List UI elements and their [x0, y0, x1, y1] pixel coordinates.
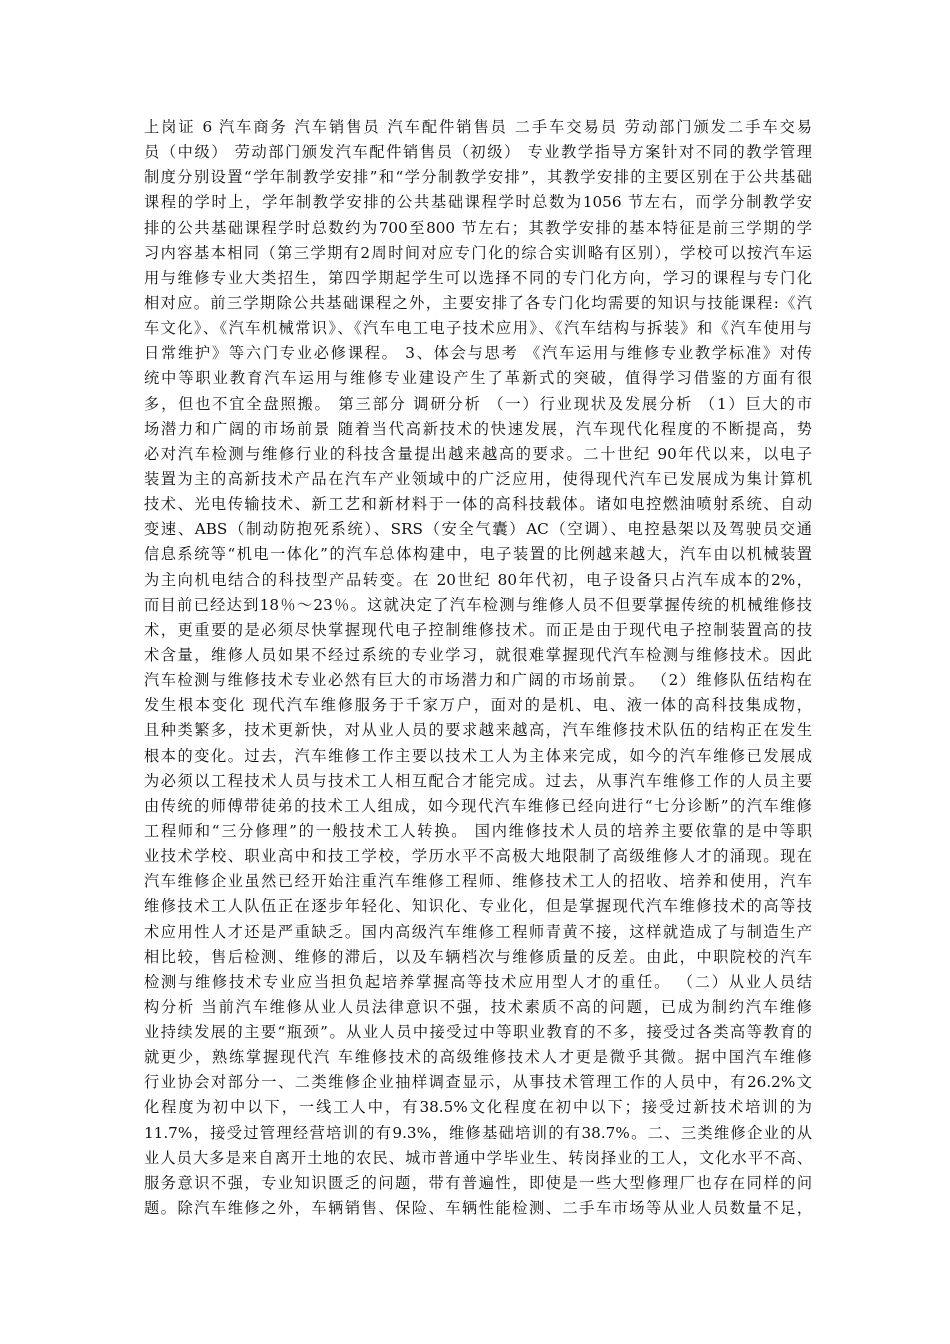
text-line: 术含量，维修人员如果不经过系统的专业学习，就很难掌握现代汽车检测与维修技术。因此	[144, 645, 812, 664]
text-line: 维修技术工人队伍正在逐步年轻化、知识化、专业化，但是掌握现代汽车维修技术的高等技	[144, 897, 812, 916]
text-line: 术应用性人才还是严重缺乏。国内高级汽车维修工程师青黄不接，这样就造成了与制造生产	[144, 922, 812, 941]
text-line: 场潜力和广阔的市场前景 随着当代高新技术的快速发展，汽车现代化程度的不断提高，势	[144, 419, 812, 438]
text-line: 根本的变化。过去，汽车维修工作主要以技术工人为主体来完成，如今的汽车维修已发展成	[144, 746, 812, 765]
text-line: 术，更重要的是必须尽快掌握现代电子控制维修技术。而正是由于现代电子控制装置高的技	[144, 620, 812, 639]
text-line: 由传统的师傅带徒弟的技术工人组成，如今现代汽车维修已经向进行“七分诊断”的汽车维修	[144, 796, 812, 815]
text-line: 汽车检测与维修技术专业必然有巨大的市场潜力和广阔的市场前景。 （2）维修队伍结构在	[144, 671, 812, 690]
text-line: 化程度为初中以下，一线工人中，有38.5%文化程度在初中以下；接受过新技术培训的为	[144, 1098, 812, 1117]
text-line: 习内容基本相同（第三学期有2周时间对应专门化的综合实训略有区别），学校可以按汽车运	[144, 243, 812, 262]
text-line: 日常维护》等六门专业必修课程。 3、体会与思考 《汽车运用与维修专业教学标准》对传	[144, 344, 812, 363]
text-line: 业持续发展的主要“瓶颈”。从业人员中接受过中等职业教育的不多，接受过各类高等教育的	[144, 1023, 812, 1042]
text-line: 发生根本变化 现代汽车维修服务于千家万户，面对的是机、电、液一体的高科技集成物，	[144, 696, 812, 715]
text-line: 信息系统等“机电一体化”的汽车总体构建中，电子装置的比例越来越大，汽车由以机械装置	[144, 545, 812, 564]
text-line: 就更少，熟练掌握现代汽 车维修技术的高级维修技术人才更是微乎其微。据中国汽车维修	[144, 1048, 812, 1067]
text-line: 为必须以工程技术人员与技术工人相互配合才能完成。过去，从事汽车维修工作的人员主要	[144, 771, 812, 790]
text-line: 11.7%，接受过管理经营培训的有9.3%，维修基础培训的有38.7%。二、三类维修企业的从	[144, 1123, 812, 1142]
text-line: 多，但也不宜全盘照搬。 第三部分 调研分析 （一）行业现状及发展分析 （1）巨大的市	[144, 394, 812, 413]
text-line: 员（中级） 劳动部门颁发汽车配件销售员（初级） 专业教学指导方案针对不同的教学管理	[144, 143, 812, 162]
text-line: 检测与维修技术专业应当担负起培养掌握高等技术应用型人才的重任。 （二）从业人员结	[144, 972, 812, 991]
text-line: 相对应。前三学期除公共基础课程之外，主要安排了各专门化均需要的知识与技能课程:《汽	[144, 293, 812, 312]
text-line: 用与维修专业大类招生，第四学期起学生可以选择不同的专门化方向，学习的课程与专门化	[144, 268, 812, 287]
text-line: 业技术学校、职业高中和技工学校，学历水平不高极大地限制了高级维修人才的涌现。现在	[144, 847, 812, 866]
text-line: 而目前已经达到18％～23％。这就决定了汽车检测与维修人员不但要掌握传统的机械维修技	[144, 595, 812, 614]
text-line: 必对汽车检测与维修行业的科技含量提出越来越高的要求。二十世纪 90年代以来，以电子	[144, 444, 812, 463]
text-line: 汽车维修企业虽然已经开始注重汽车维修工程师、维修技术工人的招收、培养和使用，汽车	[144, 872, 812, 891]
text-line: 业人员大多是来自离开土地的农民、城市普通中学毕业生、转岗择业的工人，文化水平不高、	[144, 1148, 812, 1167]
text-line: 车文化》、《汽车机械常识》、《汽车电工电子技术应用》、《汽车结构与拆装》和《汽车使用与	[144, 319, 812, 338]
text-line: 装置为主的高新技术产品在汽车产业领域中的广泛应用，使得现代汽车已发展成为集计算机	[144, 469, 812, 488]
text-line: 为主向机电结合的科技型产品转变。在 20世纪 80年代初，电子设备只占汽车成本的2%，	[144, 570, 812, 589]
text-line: 行业协会对部分一、二类维修企业抽样调查显示，从事技术管理工作的人员中，有26.2%文	[144, 1073, 812, 1092]
text-line: 上岗证 6 汽车商务 汽车销售员 汽车配件销售员 二手车交易员 劳动部门颁发二手车交易	[144, 118, 812, 136]
text-line: 排的公共基础课程学时总数约为700至800 节左右；其教学安排的基本特征是前三学期的学	[144, 218, 812, 237]
text-line: 课程的学时上，学年制教学安排的公共基础课程学时总数为1056 节左右，而学分制教学安	[144, 193, 812, 212]
text-line: 构分析 当前汽车维修从业人员法律意识不强，技术素质不高的问题，已成为制约汽车维修	[144, 997, 812, 1016]
text-line: 制度分别设置“学年制教学安排”和“学分制教学安排”，其教学安排的主要区别在于公共基础	[144, 168, 812, 187]
text-line: 题。除汽车维修之外，车辆销售、保险、车辆性能检测、二手车市场等从业人员数量不足，	[144, 1199, 812, 1218]
text-line: 变速、ABS（制动防抱死系统）、SRS（安全气囊）AC（空调）、电控悬架以及驾驶员交通	[144, 520, 812, 539]
body-text	[144, 115, 812, 1221]
text-line: 服务意识不强，专业知识匮乏的问题，带有普遍性，即使是一些大型修理厂也存在同样的问	[144, 1173, 812, 1192]
text-line: 工程师和“三分修理”的一般技术工人转换。 国内维修技术人员的培养主要依靠的是中等职	[144, 821, 812, 840]
text-line: 且种类繁多，技术更新快，对从业人员的要求越来越高，汽车维修技术队伍的结构正在发生	[144, 721, 812, 740]
text-line: 相比较，售后检测、维修的滞后，以及车辆档次与维修质量的反差。由此，中职院校的汽车	[144, 947, 812, 966]
text-line: 技术、光电传输技术、新工艺和新材料于一体的高科技载体。诸如电控燃油喷射系统、自动	[144, 495, 812, 514]
text-line: 统中等职业教育汽车运用与维修专业建设产生了革新式的突破，值得学习借鉴的方面有很	[144, 369, 812, 388]
